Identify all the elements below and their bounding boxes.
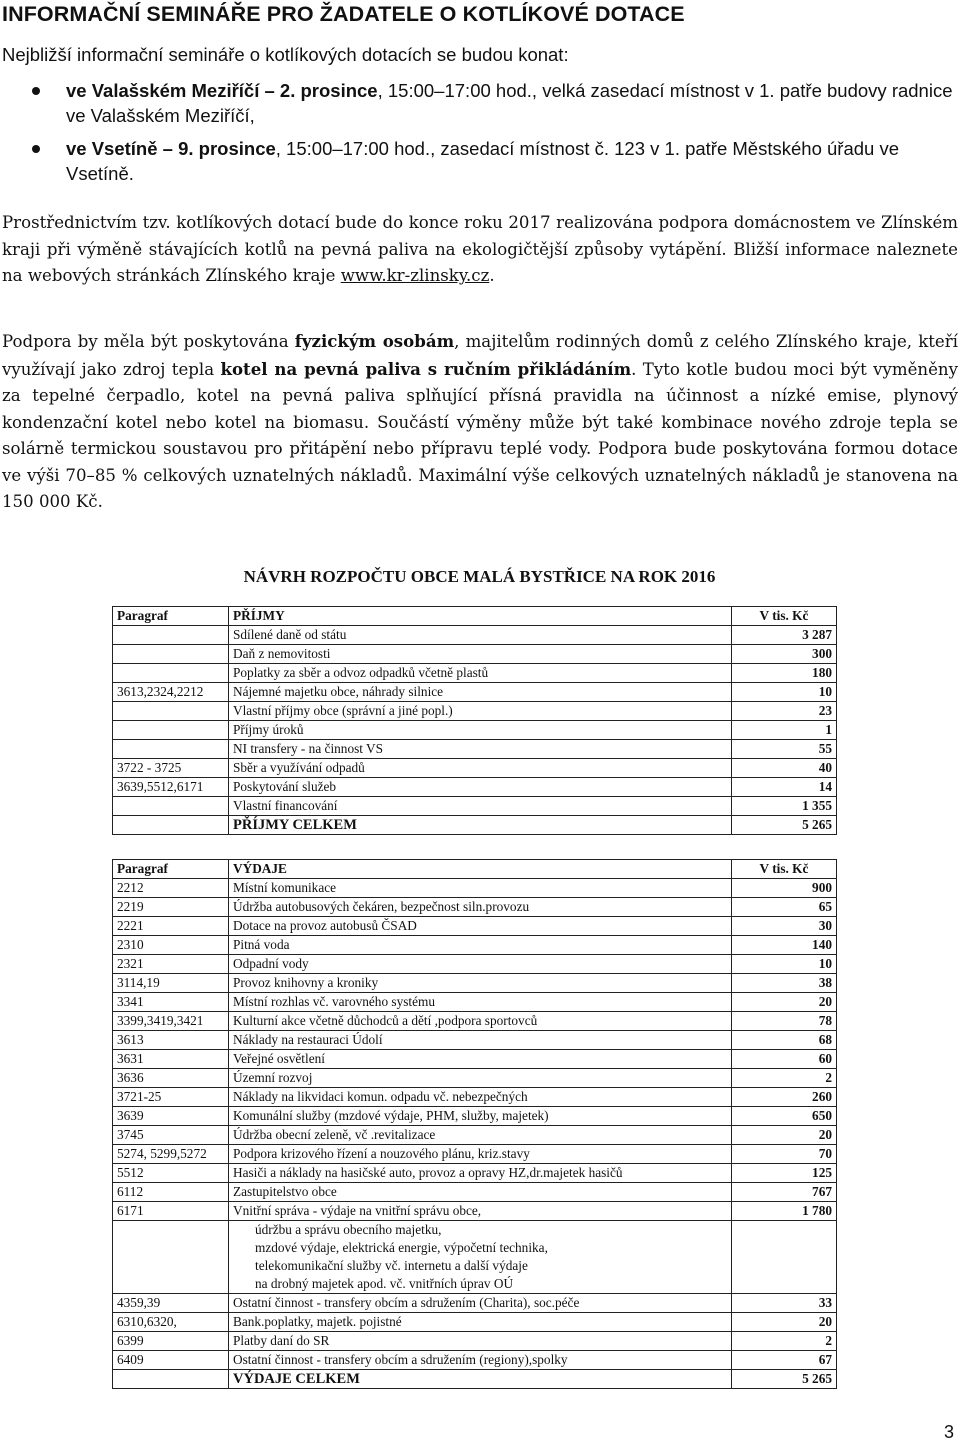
intro-text: Nejbližší informační semináře o kotlíkových dotacích se budou konat:	[2, 44, 569, 65]
item-name: Odpadní vody	[229, 955, 732, 974]
item-value: 20	[732, 1126, 837, 1145]
item-value: 68	[732, 1031, 837, 1050]
item-name: Hasiči a náklady na hasičské auto, provoz a opravy HZ,dr.majetek hasičů	[229, 1164, 732, 1183]
table-row	[113, 879, 837, 898]
item-name: Údržba obecní zeleně, vč .revitalizace	[229, 1126, 732, 1145]
item-value: V tis. Kč	[732, 860, 837, 879]
paragraph-code: 5512	[113, 1164, 229, 1183]
table-row	[113, 683, 837, 702]
item-value: 65	[732, 898, 837, 917]
item-value: 38	[732, 974, 837, 993]
table-total-row	[113, 1370, 837, 1389]
item-value: 2	[732, 1332, 837, 1351]
table-row	[113, 721, 837, 740]
table-row	[113, 1107, 837, 1126]
item-value: 300	[732, 645, 837, 664]
item-value: 5 265	[732, 816, 837, 835]
table-row	[113, 702, 837, 721]
item-value: 20	[732, 993, 837, 1012]
table-row	[113, 1294, 837, 1313]
item-value: 260	[732, 1088, 837, 1107]
item-value: 10	[732, 683, 837, 702]
paragraph-code	[113, 645, 229, 664]
paragraph-text: Podpora by měla být poskytována	[2, 332, 295, 351]
paragraph-code	[113, 626, 229, 645]
item-name: Dotace na provoz autobusů ČSAD	[229, 917, 732, 936]
item-value: 60	[732, 1050, 837, 1069]
paragraph-text: , majitelům rodinných domů z celého Zlínského kraje, kteří využívají jako zdroj tepla	[2, 332, 958, 379]
item-value	[732, 1257, 837, 1275]
table-subline-row	[113, 1257, 837, 1275]
paragraph-code	[113, 740, 229, 759]
paragraph-text: . Tyto kotle budou moci být vyměněny za tepelné čerpadlo, kotel na pevná paliva splňující přísná pravidla na účinnost a nízké emise, plynový kondenzační kotel nebo kotel na biomasu. Součástí výměny může být také kombinace nového zdroje tepla se solárně termickou soustavou pro přitápění nebo přípravu teplé vody. Podpora bude poskytována formou dotace ve výši 70–85 % celkových uznatelných nákladů. Maximální výše celkových uznatelných nákladů je stanovena na 150 000 Kč.	[2, 359, 958, 511]
item-name: Kulturní akce včetně důchodců a dětí ,podpora sportovců	[229, 1012, 732, 1031]
paragraph-code: 3399,3419,3421	[113, 1012, 229, 1031]
table-row	[113, 1031, 837, 1050]
item-value: 70	[732, 1145, 837, 1164]
item-name: Daň z nemovitosti	[229, 645, 732, 664]
paragraph-code: 3639,5512,6171	[113, 778, 229, 797]
item-name: Komunální služby (mzdové výdaje, PHM, služby, majetek)	[229, 1107, 732, 1126]
table-row	[113, 1088, 837, 1107]
table-row	[113, 1164, 837, 1183]
table-row	[113, 1126, 837, 1145]
item-name: Veřejné osvětlení	[229, 1050, 732, 1069]
seminar-place-date: ve Vsetíně – 9. prosince	[66, 138, 276, 159]
item-value: 5 265	[732, 1370, 837, 1389]
table-header-row	[113, 607, 837, 626]
paragraph-code: 2321	[113, 955, 229, 974]
paragraph-text: Prostřednictvím tzv. kotlíkových dotací bude do konce roku 2017 realizována podpora domácnostem ve Zlínském kraji při výměně stávajících kotlů na pevná paliva na ekologičtější způsoby vytápění. Bližší informace naleznete na webových stránkách Zlínského kraje	[2, 213, 958, 285]
paragraph-code	[113, 1221, 229, 1240]
item-name: Pitná voda	[229, 936, 732, 955]
item-value: 180	[732, 664, 837, 683]
item-name: telekomunikační služby vč. internetu a další výdaje	[229, 1257, 732, 1275]
seminar-item	[0, 78, 958, 128]
item-value: 40	[732, 759, 837, 778]
budget-title: NÁVRH ROZPOČTU OBCE MALÁ BYSTŘICE NA ROK 2016	[243, 567, 716, 586]
website-link[interactable]: www.kr-zlinsky.cz	[340, 266, 490, 285]
paragraph-code: 2310	[113, 936, 229, 955]
item-value: 30	[732, 917, 837, 936]
paragraph-code: 3341	[113, 993, 229, 1012]
table-row	[113, 1351, 837, 1370]
item-name: Vlastní příjmy obce (správní a jiné popl.)	[229, 702, 732, 721]
item-value: 140	[732, 936, 837, 955]
table-row	[113, 1069, 837, 1088]
item-name: NI transfery - na činnost VS	[229, 740, 732, 759]
item-value: 78	[732, 1012, 837, 1031]
paragraph-code: 5274, 5299,5272	[113, 1145, 229, 1164]
table-row	[113, 936, 837, 955]
item-value: 1	[732, 721, 837, 740]
item-name: Náklady na likvidaci komun. odpadu vč. nebezpečných	[229, 1088, 732, 1107]
table-row	[113, 778, 837, 797]
table-row	[113, 1202, 837, 1221]
item-value	[732, 1239, 837, 1257]
table-subline-row	[113, 1275, 837, 1294]
paragraph-code: 6112	[113, 1183, 229, 1202]
paragraph-code: Paragraf	[113, 860, 229, 879]
item-name: PŘÍJMY CELKEM	[229, 816, 732, 835]
item-value: 2	[732, 1069, 837, 1088]
paragraph-code: 3631	[113, 1050, 229, 1069]
table-header-row	[113, 860, 837, 879]
item-name: Sběr a využívání odpadů	[229, 759, 732, 778]
table-row	[113, 626, 837, 645]
item-value: 650	[732, 1107, 837, 1126]
item-name: PŘÍJMY	[229, 607, 732, 626]
item-name: VÝDAJE CELKEM	[229, 1370, 732, 1389]
item-name: Provoz knihovny a kroniky	[229, 974, 732, 993]
table-total-row	[113, 816, 837, 835]
item-name: na drobný majetek apod. vč. vnitřních úprav OÚ	[229, 1275, 732, 1294]
paragraph-code: 3722 - 3725	[113, 759, 229, 778]
item-name: Vnitřní správa - výdaje na vnitřní správu obce,	[229, 1202, 732, 1221]
table-row	[113, 645, 837, 664]
paragraph-code	[113, 797, 229, 816]
paragraph-code	[113, 721, 229, 740]
item-value: 767	[732, 1183, 837, 1202]
item-value: 20	[732, 1313, 837, 1332]
item-name: Sdílené daně od státu	[229, 626, 732, 645]
paragraph-code	[113, 816, 229, 835]
bullet-icon	[32, 145, 40, 153]
table-row	[113, 955, 837, 974]
table-row	[113, 759, 837, 778]
item-value: 3 287	[732, 626, 837, 645]
paragraph-code: 3745	[113, 1126, 229, 1145]
item-value: 33	[732, 1294, 837, 1313]
item-name: VÝDAJE	[229, 860, 732, 879]
paragraph-code: 2212	[113, 879, 229, 898]
table-subline-row	[113, 1239, 837, 1257]
item-name: Podpora krizového řízení a nouzového plánu, kriz.stavy	[229, 1145, 732, 1164]
paragraph-code: 3613,2324,2212	[113, 683, 229, 702]
paragraph-code: 3639	[113, 1107, 229, 1126]
item-name: Údržba autobusových čekáren, bezpečnost siln.provozu	[229, 898, 732, 917]
paragraph-code: 3721-25	[113, 1088, 229, 1107]
paragraph-end: .	[489, 266, 495, 285]
paragraph-info	[2, 210, 958, 290]
item-name: Příjmy úroků	[229, 721, 732, 740]
item-name: Ostatní činnost - transfery obcím a sdružením (regiony),spolky	[229, 1351, 732, 1370]
table-row	[113, 740, 837, 759]
bullet-icon	[32, 87, 40, 95]
item-name: Ostatní činnost - transfery obcím a sdružením (Charita), soc.péče	[229, 1294, 732, 1313]
item-name: Náklady na restauraci Údolí	[229, 1031, 732, 1050]
expenses-table	[112, 859, 837, 1389]
paragraph-code	[113, 702, 229, 721]
table-row	[113, 1050, 837, 1069]
item-value: 55	[732, 740, 837, 759]
item-value	[732, 1221, 837, 1240]
item-name: Místní komunikace	[229, 879, 732, 898]
table-row	[113, 1012, 837, 1031]
table-row	[113, 898, 837, 917]
table-row	[113, 974, 837, 993]
table-row	[113, 1145, 837, 1164]
paragraph-code: 6171	[113, 1202, 229, 1221]
paragraph-code	[113, 1257, 229, 1275]
table-row	[113, 1332, 837, 1351]
paragraph-code: 6399	[113, 1332, 229, 1351]
table-row	[113, 1313, 837, 1332]
table-row	[113, 797, 837, 816]
item-value	[732, 1275, 837, 1294]
item-name: Nájemné majetku obce, náhrady silnice	[229, 683, 732, 702]
seminar-place-date: ve Valašském Meziříčí – 2. prosince	[66, 80, 378, 101]
paragraph-code: 6310,6320,	[113, 1313, 229, 1332]
item-name: údržbu a správu obecního majetku,	[229, 1221, 732, 1240]
item-name: Bank.poplatky, majetk. pojistné	[229, 1313, 732, 1332]
item-value: 900	[732, 879, 837, 898]
item-name: Poplatky za sběr a odvoz odpadků včetně plastů	[229, 664, 732, 683]
paragraph-code: 3636	[113, 1069, 229, 1088]
item-value: 10	[732, 955, 837, 974]
item-name: Místní rozhlas vč. varovného systému	[229, 993, 732, 1012]
item-value: 125	[732, 1164, 837, 1183]
paragraph-code: 6409	[113, 1351, 229, 1370]
item-name: Poskytování služeb	[229, 778, 732, 797]
paragraph-code	[113, 1239, 229, 1257]
seminar-details: , 15:00–17:00 hod., velká zasedací místnost v 1. patře budovy radnice ve Valašském Meziříčí,	[66, 80, 953, 126]
page-heading: INFORMAČNÍ SEMINÁŘE PRO ŽADATELE O KOTLÍKOVÉ DOTACE	[2, 2, 685, 26]
paragraph-code	[113, 1370, 229, 1389]
seminar-list	[0, 78, 958, 194]
item-name: Územní rozvoj	[229, 1069, 732, 1088]
paragraph-code: 3114,19	[113, 974, 229, 993]
item-name: Zastupitelstvo obce	[229, 1183, 732, 1202]
paragraph-code: 4359,39	[113, 1294, 229, 1313]
item-value: 1 780	[732, 1202, 837, 1221]
paragraph-code: 2219	[113, 898, 229, 917]
paragraph-emphasis: fyzickým osobám	[294, 331, 455, 351]
paragraph-support	[2, 328, 958, 516]
table-row	[113, 993, 837, 1012]
table-row	[113, 1183, 837, 1202]
table-row	[113, 664, 837, 683]
table-row	[113, 917, 837, 936]
item-value: 14	[732, 778, 837, 797]
item-name: Platby daní do SR	[229, 1332, 732, 1351]
paragraph-code: 2221	[113, 917, 229, 936]
income-table	[112, 606, 837, 835]
seminar-item	[0, 136, 958, 186]
table-subline-row	[113, 1221, 837, 1240]
paragraph-code	[113, 1275, 229, 1294]
item-name: mzdové výdaje, elektrická energie, výpočetní technika,	[229, 1239, 732, 1257]
budget-section	[112, 566, 832, 1389]
item-value: 67	[732, 1351, 837, 1370]
item-value: V tis. Kč	[732, 607, 837, 626]
item-name: Vlastní financování	[229, 797, 732, 816]
paragraph-code: Paragraf	[113, 607, 229, 626]
paragraph-emphasis: kotel na pevná paliva s ručním přikládáním	[220, 358, 632, 379]
seminar-details: , 15:00–17:00 hod., zasedací místnost č. 123 v 1. patře Městského úřadu ve Vsetíně.	[66, 138, 899, 184]
item-value: 1 355	[732, 797, 837, 816]
paragraph-code: 3613	[113, 1031, 229, 1050]
paragraph-code	[113, 664, 229, 683]
page-number: 3	[943, 1422, 954, 1442]
item-value: 23	[732, 702, 837, 721]
